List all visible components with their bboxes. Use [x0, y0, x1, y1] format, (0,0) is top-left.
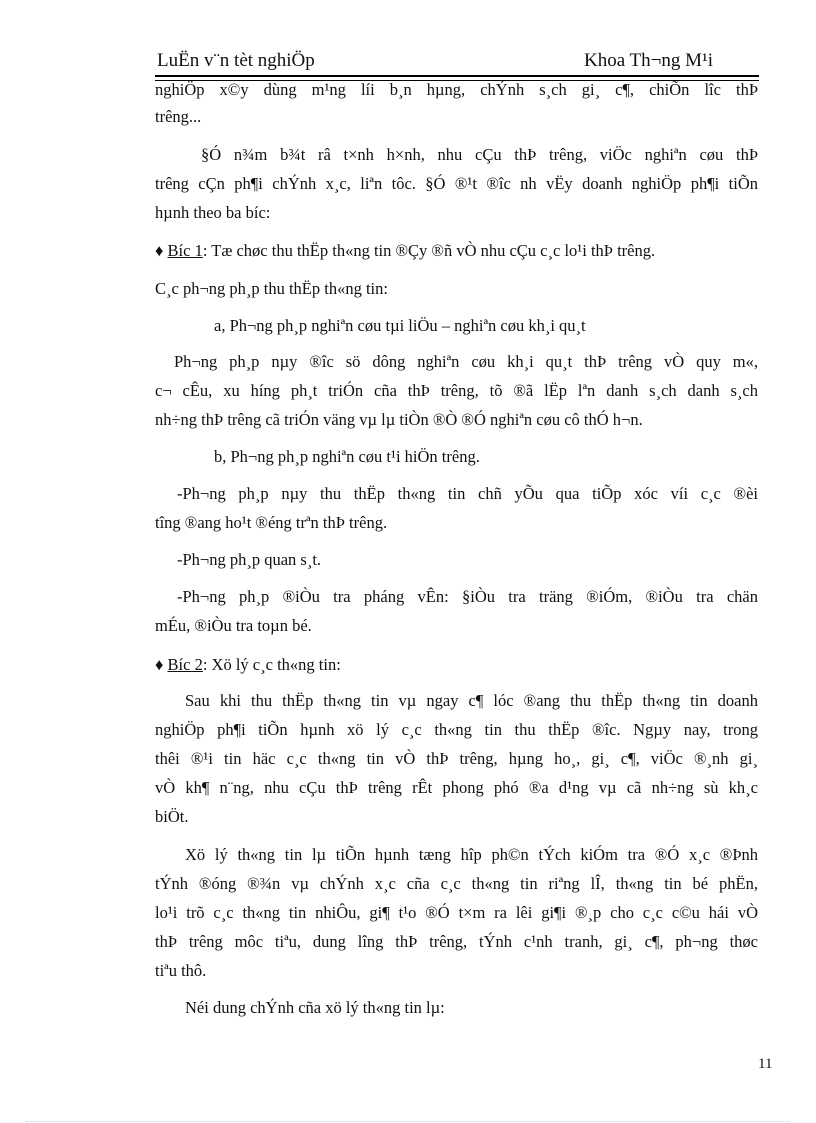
text-line: Sau khi thu thËp th«ng tin vµ ngay c¶ lóc ®ang thu thËp th«ng tin doanh [185, 691, 758, 710]
text-line: hµnh theo ba bíc: [155, 203, 271, 222]
text-line: nghiÖp x©y dùng m¹ng líi b¸n hµng, chÝnh s¸ch gi¸ c¶, chiÕn lîc thÞ [155, 80, 758, 99]
text-line: §Ó n¾m b¾t râ t×nh h×nh, nhu cÇu thÞ trêng, viÖc nghiªn cøu thÞ [201, 145, 758, 164]
text-line: c¬ cÊu, xu híng ph¸t triÓn cña thÞ trêng, tõ ®ã lËp lªn danh s¸ch danh s¸ch [155, 381, 758, 400]
text-line: nghiÖp ph¶i tiÕn hµnh xö lý c¸c th«ng tin thu thËp ®îc. Ngµy nay, trong [155, 720, 758, 739]
text-line: lo¹i trõ c¸c th«ng tin nhiÔu, gi¶ t¹o ®Ó t×m ra lêi gi¶i ®¸p cho c¸c c©u hái vÒ [155, 903, 758, 922]
diamond-bullet-icon: ♦ [155, 241, 164, 260]
page-number: 11 [758, 1056, 773, 1072]
text-line: -Ph¬ng ph¸p ®iÒu tra pháng vÊn: §iÒu tra träng ®iÓm, ®iÒu tra chän [177, 587, 758, 606]
text-line: C¸c ph¬ng ph¸p thu thËp th«ng tin: [155, 279, 388, 298]
text-line: trêng... [155, 107, 202, 126]
step-2-heading [155, 655, 341, 675]
step-label: Bíc 2 [167, 655, 203, 674]
header-faculty: Khoa Th¬ng M¹i [584, 50, 714, 71]
page-bottom-divider [26, 1121, 790, 1122]
text-line: tîng ®ang ho¹t ®éng trªn thÞ trêng. [155, 513, 388, 532]
text-line: Xö lý th«ng tin lµ tiÕn hµnh tæng hîp ph©n tÝch kiÓm tra ®Ó x¸c ®Þnh [185, 845, 758, 864]
text-line: thÞ trêng môc tiªu, dung lîng thÞ trêng, tÝnh c¹nh tranh, gi¸ c¶, ph¬ng thøc [155, 932, 758, 951]
text-line: Néi dung chÝnh cña xö lý th«ng tin lµ: [185, 998, 445, 1017]
text-line: thêi ®¹i tin häc c¸c th«ng tin vÒ thÞ trêng, hµng ho¸, gi¸ c¶, viÖc ®¸nh gi¸ [155, 749, 758, 768]
header-thesis-title: LuËn v¨n tèt nghiÖp [157, 50, 315, 71]
text-line: tÝnh ®óng ®¾n vµ chÝnh x¸c cña c¸c th«ng tin riªng lÎ, th«ng tin bé phËn, [155, 874, 758, 893]
diamond-bullet-icon: ♦ [155, 655, 164, 674]
subheading: a, Ph¬ng ph¸p nghiªn cøu tµi liÖu – nghiªn cøu kh¸i qu¸t [214, 316, 586, 335]
text-line: vÒ kh¶ n¨ng, nhu cÇu thÞ trêng rÊt phong phó ®a d¹ng vµ cã nh÷ng sù kh¸c [155, 778, 758, 797]
text-line: trêng cÇn ph¶i chÝnh x¸c, liªn tôc. §Ó ®¹t ®îc nh vËy doanh nghiÖp ph¶i tiÕn [155, 174, 758, 193]
text-line: Ph¬ng ph¸p nµy ®îc sö dông nghiªn cøu kh¸i qu¸t thÞ trêng vÒ quy m«, [174, 352, 758, 371]
header-rule-thick [155, 75, 759, 77]
text-line: biÖt. [155, 807, 189, 826]
step-text: : Tæ chøc thu thËp th«ng tin ®Çy ®ñ vÒ nhu cÇu c¸c lo¹i thÞ trêng. [202, 241, 656, 260]
step-1-heading [155, 241, 655, 261]
text-line: tiªu thô. [155, 961, 207, 980]
subheading: b, Ph¬ng ph¸p nghiªn cøu t¹i hiÖn trêng. [214, 447, 480, 466]
text-line: -Ph¬ng ph¸p quan s¸t. [177, 550, 322, 569]
step-text: : Xö lý c¸c th«ng tin: [202, 655, 341, 674]
text-line: mÉu, ®iÒu tra toµn bé. [155, 616, 312, 635]
step-label: Bíc 1 [167, 241, 203, 260]
text-line: nh÷ng thÞ trêng cã triÓn väng vµ lµ tiÒn ®Ò ®Ó nghiªn cøu cô thÓ h¬n. [155, 410, 643, 429]
text-line: -Ph¬ng ph¸p nµy thu thËp th«ng tin chñ yÕu qua tiÕp xóc víi c¸c ®èi [177, 484, 758, 503]
